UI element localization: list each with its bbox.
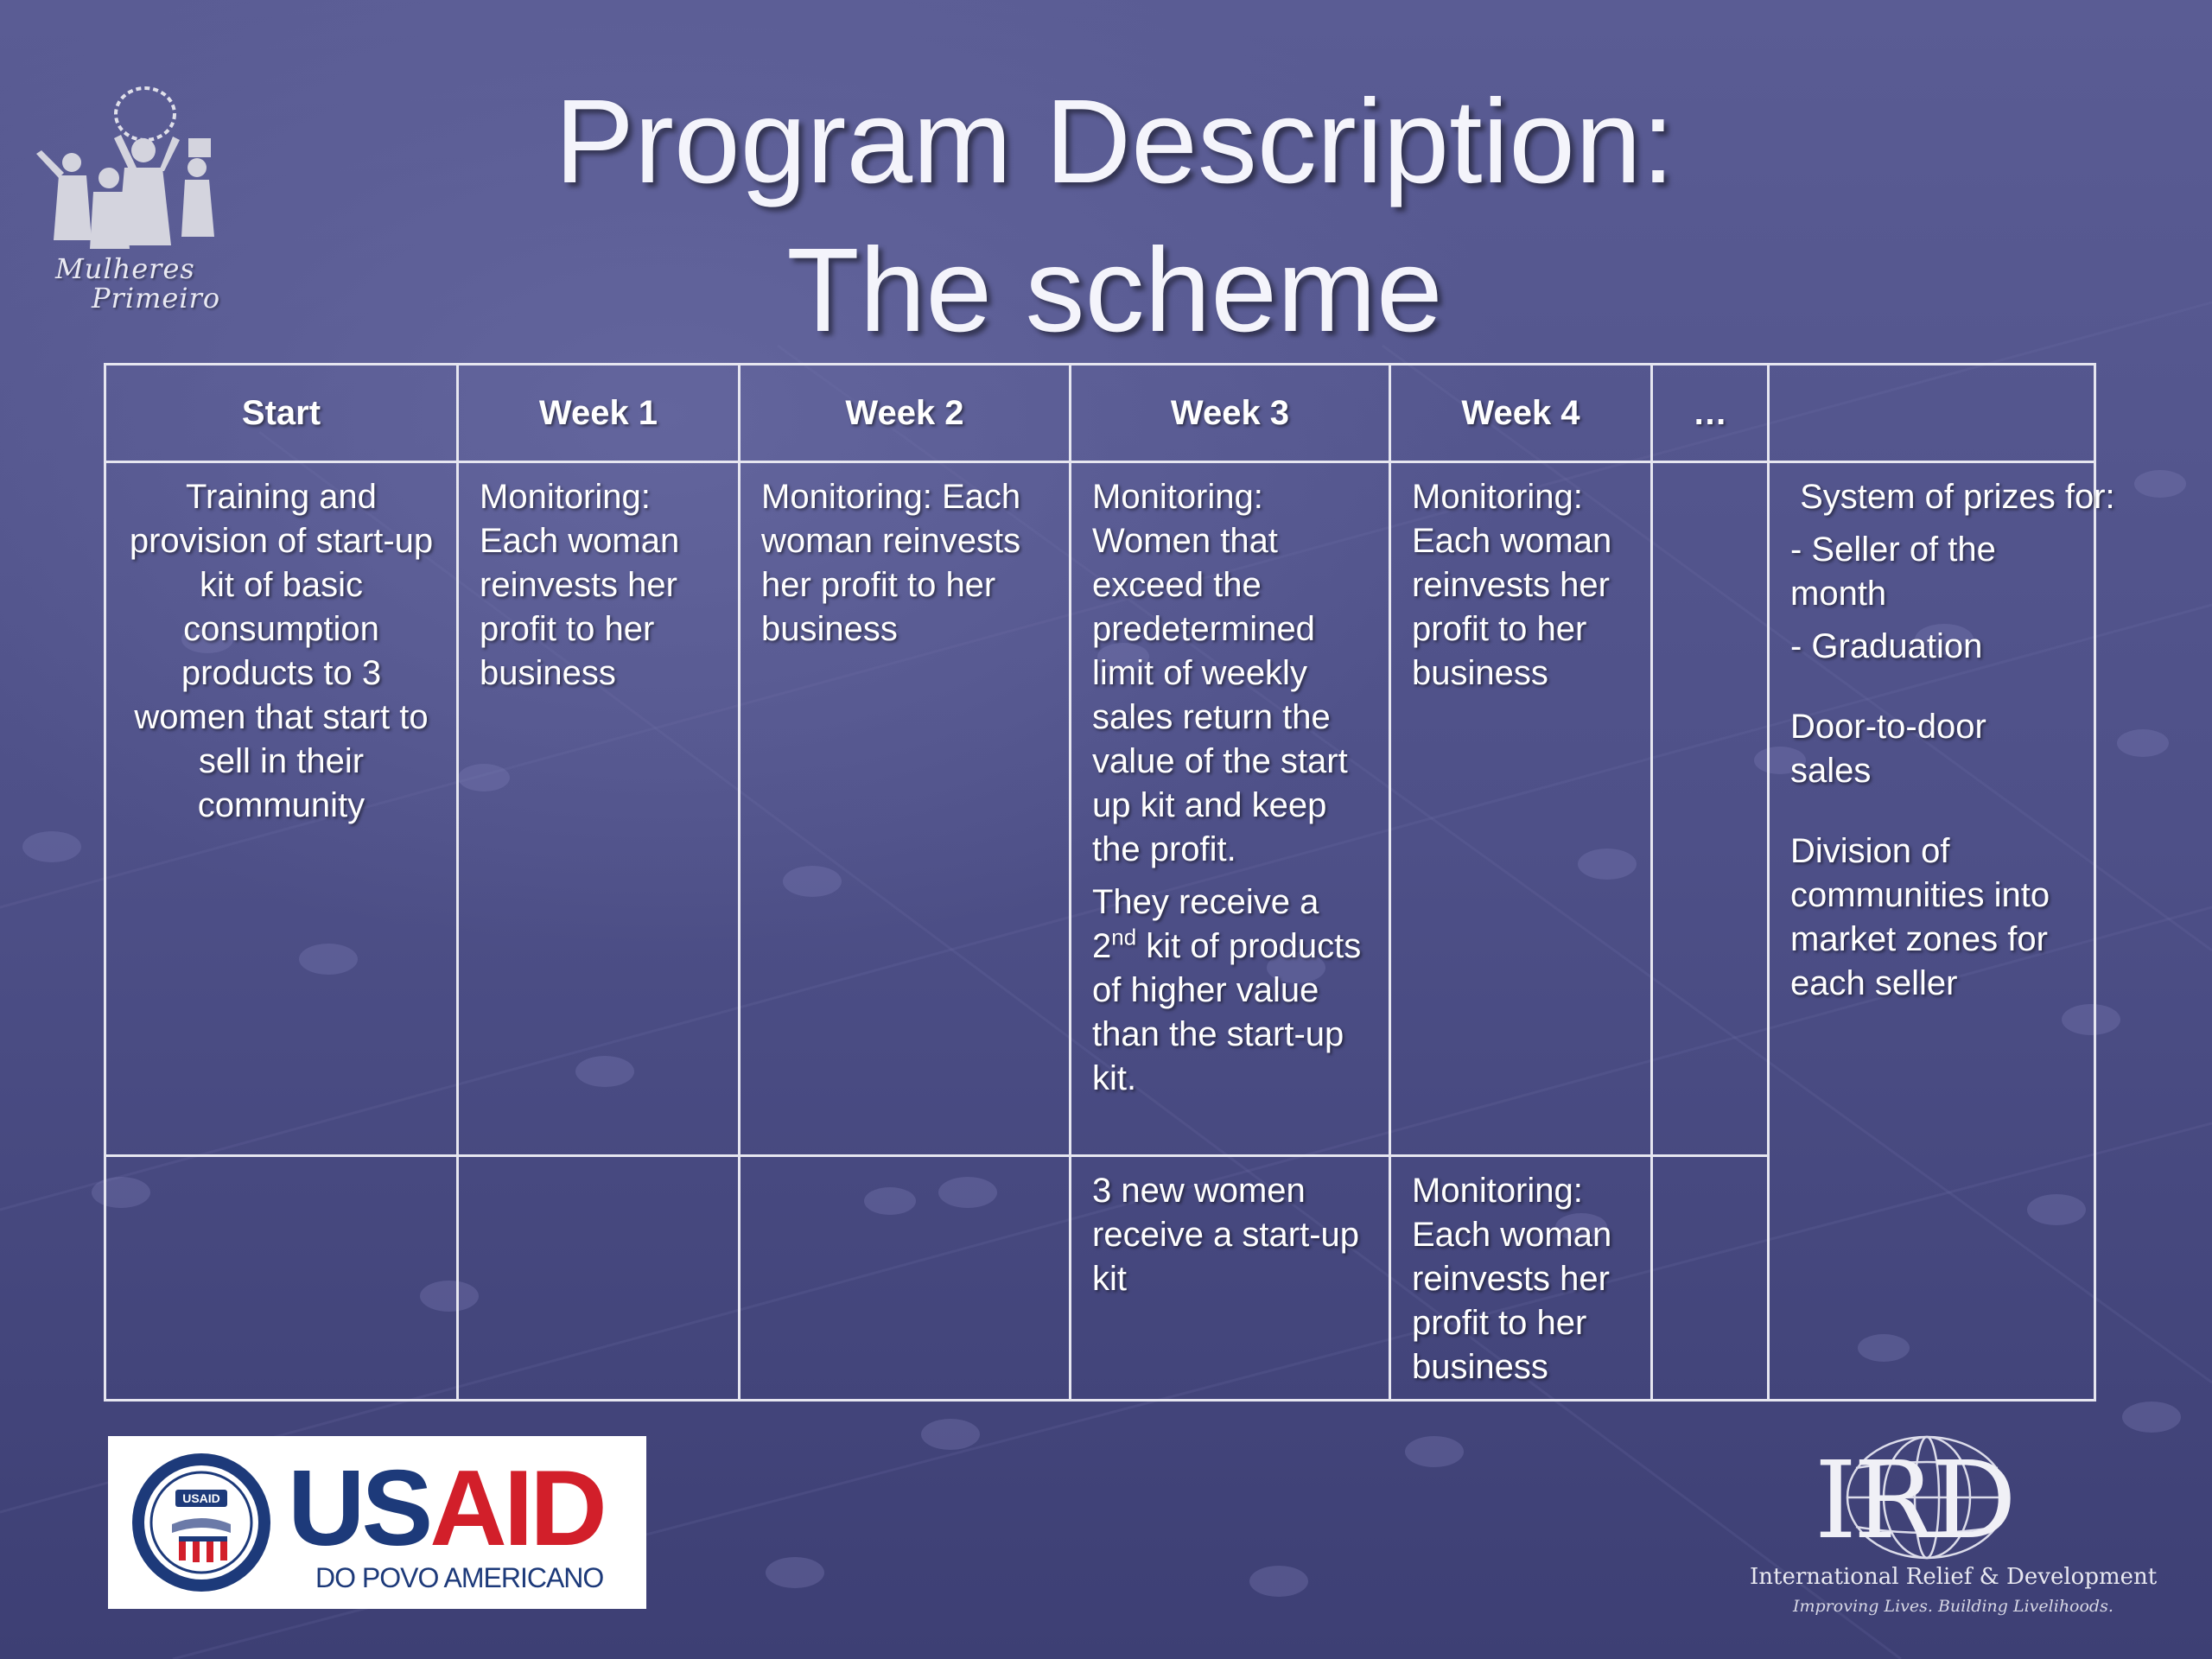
- header-row: [105, 365, 2095, 462]
- prizes-heading: System of prizes for:: [1790, 478, 2115, 516]
- usaid-seal-icon: [130, 1452, 272, 1593]
- prize-graduation: - Graduation: [1790, 627, 1983, 665]
- cell-start: [105, 462, 458, 1156]
- seal-label: USAID: [182, 1491, 220, 1505]
- cell-empty: [458, 1156, 740, 1401]
- title-line2: The scheme: [786, 224, 1443, 357]
- usaid-us: US: [288, 1449, 430, 1568]
- title-line1: Program Description:: [554, 75, 1675, 208]
- logo-text-line2: Primeiro: [92, 282, 221, 315]
- logo-text: [55, 254, 220, 313]
- week3-second-kit-post: kit of products of higher value than the start-up kit.: [1092, 927, 1362, 1097]
- ird-motto: Improving Lives. Building Livelihoods.: [1793, 1597, 2113, 1616]
- header-week-2: Week 2: [740, 365, 1071, 462]
- ird-name: International Relief & Development: [1750, 1564, 2158, 1590]
- cell-ellipsis: [1652, 462, 1769, 1156]
- week1-text: Monitoring: Each woman reinvests her profit to her business: [480, 478, 680, 692]
- scheme-table: [104, 363, 2115, 1402]
- slide-title: [380, 67, 1849, 365]
- header-ellipsis: …: [1652, 365, 1769, 462]
- week3-text: Monitoring: Women that exceed the predetermined limit of weekly sales return the value of the start up kit and keep the profit.: [1092, 478, 1348, 868]
- logo-text-line1: Mulheres: [55, 252, 195, 285]
- header-blank: [1769, 365, 2095, 462]
- week3-second-kit-text: [1092, 880, 1368, 1101]
- week2-text: Monitoring: Each woman reinvests her profit to her business: [761, 478, 1021, 648]
- cell-week-4-row2: [1390, 1156, 1652, 1401]
- cell-empty: [105, 1156, 458, 1401]
- ird-logo: [1737, 1430, 2158, 1620]
- usaid-tagline: DO POVO AMERICANO: [315, 1562, 604, 1593]
- cell-week-3-row2: [1071, 1156, 1390, 1401]
- ordinal-suffix: nd: [1111, 924, 1137, 950]
- cell-week-4: [1390, 462, 1652, 1156]
- cell-week-3: [1071, 462, 1390, 1156]
- ird-letters: IRD: [1815, 1439, 2013, 1563]
- week4-row2-text: Monitoring: Each woman reinvests her profit to her business: [1412, 1172, 1612, 1386]
- usaid-wordmark: [288, 1449, 604, 1568]
- week4-text: Monitoring: Each woman reinvests her profit to her business: [1412, 478, 1612, 692]
- cell-week-1: [458, 462, 740, 1156]
- door-to-door-sales: Door-to-door sales: [1790, 708, 1986, 790]
- start-text: Training and provision of start-up kit of basic consumption products to 3 women that start to sell in their community: [129, 478, 434, 824]
- usaid-logo: [108, 1436, 646, 1609]
- cell-week-2: [740, 462, 1071, 1156]
- new-women-text: 3 new women receive a start-up kit: [1092, 1172, 1360, 1298]
- market-zones-text: Division of communities into market zones for each seller: [1790, 832, 2050, 1002]
- week3-second-kit-pre: They receive a 2: [1092, 883, 1319, 965]
- header-week-3: Week 3: [1071, 365, 1390, 462]
- mulheres-primeiro-logo: [24, 85, 240, 318]
- cell-empty: [1652, 1156, 1769, 1401]
- header-start: Start: [105, 365, 458, 462]
- prize-seller-of-month: - Seller of the month: [1790, 531, 1996, 613]
- table-row: [105, 462, 2095, 1156]
- cell-side-notes: [1769, 462, 2115, 1401]
- header-week-4: Week 4: [1390, 365, 1652, 462]
- women-group-icon: [24, 85, 240, 257]
- cell-empty: [740, 1156, 1071, 1401]
- header-week-1: Week 1: [458, 365, 740, 462]
- usaid-aid: AID: [429, 1449, 604, 1568]
